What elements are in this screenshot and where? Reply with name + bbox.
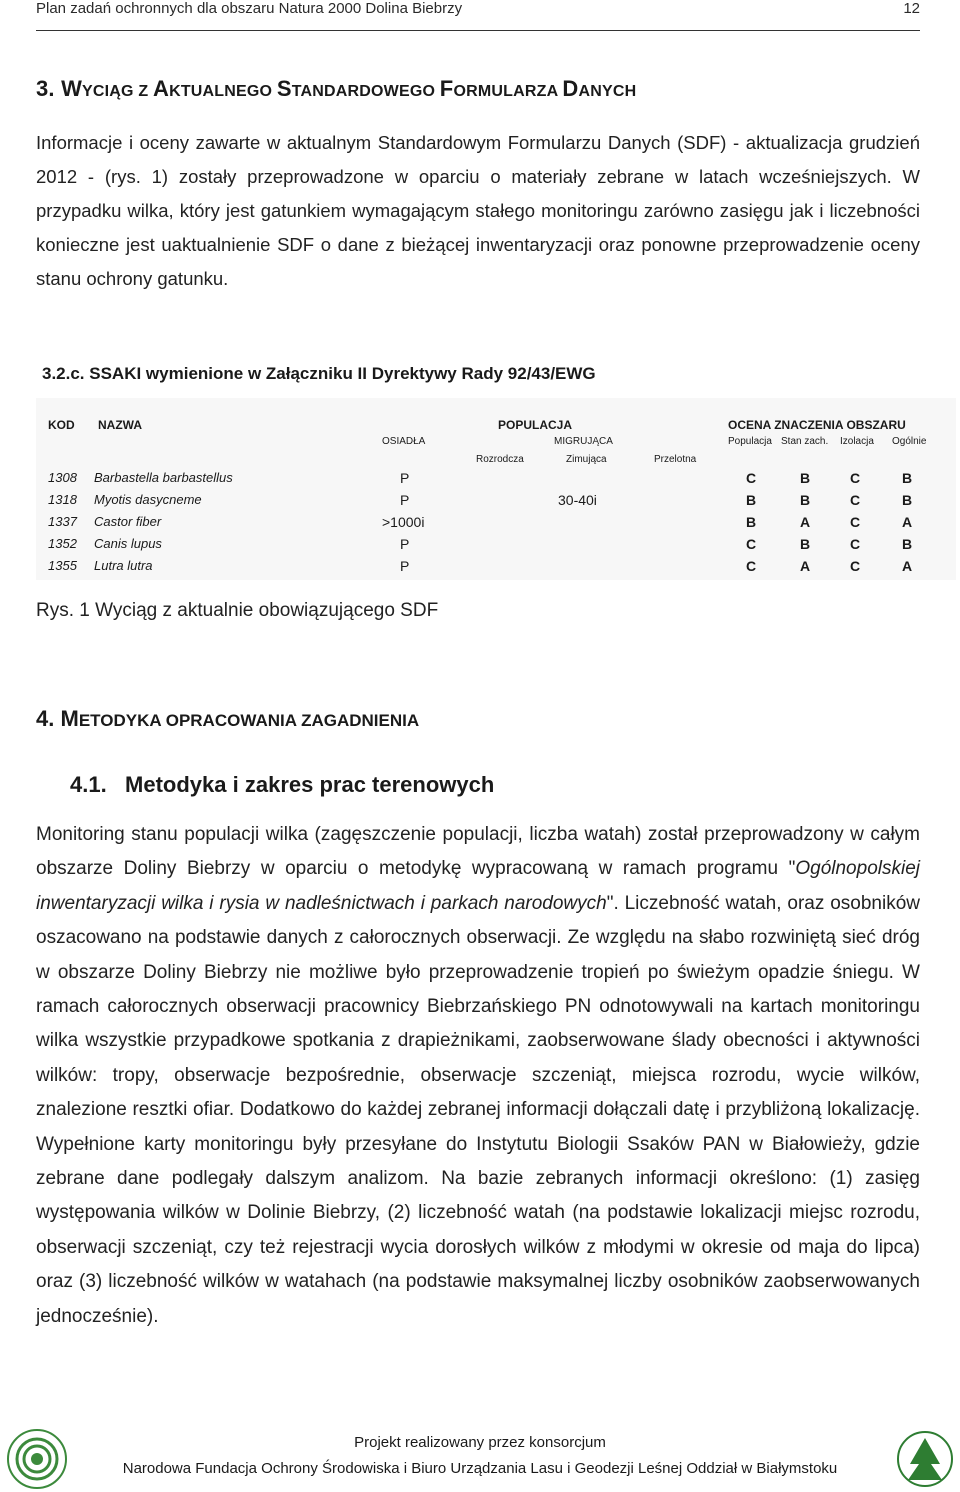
col-header-ocena: OCENA ZNACZENIA OBSZARU	[728, 418, 906, 432]
col-header-osiadla: OSIADŁA	[382, 436, 426, 447]
row-2-osiadla: P	[400, 492, 410, 508]
col-header-przelotna: Przelotna	[654, 454, 697, 465]
heading-word: ZAGADNIENIA	[301, 711, 420, 730]
col-header-ogolnie: Ogólnie	[892, 436, 927, 447]
col-header-zimujaca: Zimująca	[566, 454, 607, 465]
page-header	[36, 0, 920, 26]
row-1-grade-izolacja: C	[850, 470, 861, 486]
section-4-1-paragraph	[36, 818, 920, 1334]
row-3-grade-ogolnie: A	[902, 514, 913, 530]
col-header-kod: KOD	[48, 418, 75, 432]
heading-word: OPRACOWANIA	[165, 711, 302, 730]
sdf-figure	[36, 352, 956, 580]
row-2-grade-populacja: B	[746, 492, 757, 508]
row-5-grade-stan: A	[800, 558, 811, 574]
row-5-nazwa: Lutra lutra	[94, 558, 153, 573]
row-1-kod: 1308	[48, 470, 77, 485]
row-3-grade-izolacja: C	[850, 514, 861, 530]
page-number: 12	[903, 0, 920, 17]
row-3-kod: 1337	[48, 514, 77, 529]
row-4-osiadla: P	[400, 536, 410, 552]
footer-line-1: Projekt realizowany przez konsorcjum	[354, 1434, 606, 1451]
row-5-osiadla: P	[400, 558, 410, 574]
row-2-nazwa: Myotis dasycneme	[94, 492, 202, 507]
heading-word: ANYCH	[578, 83, 637, 100]
row-4-kod: 1352	[48, 536, 77, 551]
row-3-nazwa: Castor fiber	[94, 514, 162, 529]
footer-line-2: Narodowa Fundacja Ochrony Środowiska i Biuro Urządzania Lasu i Geodezji Leśnej Oddział w Białymstoku	[122, 1460, 838, 1477]
header-divider	[36, 30, 920, 31]
col-header-stan-zach: Stan zach.	[781, 436, 829, 447]
col-header-migrujaca: MIGRUJĄCA	[554, 436, 613, 447]
row-1-grade-ogolnie: B	[902, 470, 913, 486]
header-title: Plan zadań ochronnych dla obszaru Natura 2000 Dolina Biebrzy	[36, 0, 463, 17]
row-2-zimujaca: 30-40i	[558, 492, 597, 508]
col-header-populacja-sub: Populacja	[728, 436, 772, 447]
row-1-osiadla: P	[400, 470, 410, 486]
section-4-1-title: Metodyka i zakres prac terenowych	[125, 772, 495, 797]
heading-letter: S	[276, 76, 292, 101]
heading-letter: W	[61, 76, 83, 101]
row-2-kod: 1318	[48, 492, 77, 507]
heading-word: ETODYKA	[78, 711, 166, 730]
heading-letter: A	[152, 76, 170, 101]
heading-word: YCIĄG Z	[82, 83, 153, 100]
row-2-grade-stan: B	[800, 492, 811, 508]
page-footer	[0, 1428, 960, 1492]
row-2-grade-izolacja: C	[850, 492, 861, 508]
row-1-grade-populacja: C	[746, 470, 757, 486]
row-2-grade-ogolnie: B	[902, 492, 913, 508]
section-4-1-heading	[70, 772, 494, 798]
section-3-paragraph: Informacje i oceny zawarte w aktualnym Standardowym Formularzu Danych (SDF) - aktualizacja grudzień 2012 - (rys. 1) zostały przeprowadzone w oparciu o materiały zebrane w latach wcześniejszych. W przypadku wilka, który jest gatunkiem wymagającym stałego monitoringu zarówno zasięgu jak i liczebności konieczne jest uaktualnienie SDF o dane z bieżącej inwentaryzacji oraz ponowne przeprowadzenie oceny stanu ochrony gatunku.	[36, 132, 920, 289]
row-5-grade-populacja: C	[746, 558, 757, 574]
row-5-grade-izolacja: C	[850, 558, 861, 574]
heading-letter: D	[562, 76, 579, 101]
col-header-populacja: POPULACJA	[498, 418, 573, 432]
row-3-osiadla: >1000i	[382, 514, 425, 530]
col-header-rozrodcza: Rozrodcza	[476, 454, 524, 465]
row-4-grade-populacja: C	[746, 536, 757, 552]
row-3-grade-populacja: B	[746, 514, 757, 530]
bulig-logo-icon	[896, 1430, 954, 1488]
heading-word: KTUALNEGO	[169, 83, 277, 100]
section-3-number: 3.	[36, 76, 55, 101]
program-name: Ogólnopolskiej inwentaryzacji wilka i rysia w nadleśnictwach i parkach narodowych	[36, 858, 920, 914]
row-4-grade-stan: B	[800, 536, 811, 552]
section-4-1-number: 4.1.	[70, 772, 107, 797]
row-5-kod: 1355	[48, 558, 77, 573]
row-3-grade-stan: A	[800, 514, 811, 530]
heading-word: TANDARDOWEGO	[291, 83, 440, 100]
row-5-grade-ogolnie: A	[902, 558, 913, 574]
heading-letter: F	[439, 76, 454, 101]
paragraph-text: Monitoring stanu populacji wilka (zagęszczenie populacji, liczba watah) został przeprowadzony w całym obszarze Doliny Biebrzy w oparciu o metodykę wypracowaną w ramach programu "	[36, 824, 920, 880]
row-1-grade-stan: B	[800, 470, 811, 486]
row-4-grade-izolacja: C	[850, 536, 861, 552]
section-4-heading	[36, 706, 419, 732]
heading-word: ORMULARZA	[453, 83, 563, 100]
row-4-nazwa: Canis lupus	[94, 536, 162, 551]
col-header-nazwa: NAZWA	[98, 418, 142, 432]
section-3-heading	[36, 76, 636, 102]
col-header-izolacja: Izolacja	[840, 436, 874, 447]
figure-caption: Rys. 1 Wyciąg z aktualnie obowiązującego SDF	[36, 600, 439, 621]
paragraph-text: ". Liczebność watah, oraz osobników oszacowano na podstawie danych z całorocznych obserwacji. Ze względu na słabo rozwiniętą sieć dróg w obszarze Doliny Biebrzy nie możliwe było przeprowadzenie tropień po świeżym opadzie śniegu. W ramach całorocznych obserwacji pracownicy Biebrzańskiego PN odnotowywali na kartach monitoringu wilka wszystkie przypadkowe spotkania z drapieżnikami, zaobserwowane ślady obecności i aktywności wilków: tropy, obserwacje bezpośrednie, obserwacje szczeniąt, miejsca rozrodu, wycie wilków, znalezione resztki ofiar. Dodatkowo do każdej zebranej informacji dołączali datę i przybliżoną lokalizację. Wypełnione karty monitoringu były przesyłane do Instytutu Biologii Ssaków PAN w Białowieży, gdzie zebrane dane podlegały dalszym analizom. Na bazie zebranych informacji określono: (1) zasięg występowania wilków w Dolinie Biebrzy, (2) liczebność watah (na podstawie lokalizacji miejsc rozrodu, obserwacji szczeniąt, czy też rejestracji wycia dorosłych wilków z młodymi w okresie od maja do lipca) oraz (3) liczebność wilków w watahach (na podstawie maksymalnej liczby osobników zaobserwowanych jednocześnie).	[36, 892, 920, 1327]
heading-letter: M	[60, 706, 79, 731]
section-4-number: 4.	[36, 706, 55, 731]
row-1-nazwa: Barbastella barbastellus	[94, 470, 233, 485]
row-4-grade-ogolnie: B	[902, 536, 913, 552]
figure-title: 3.2.c. SSAKI wymienione w Załączniku II Dyrektywy Rady 92/43/EWG	[42, 364, 596, 383]
